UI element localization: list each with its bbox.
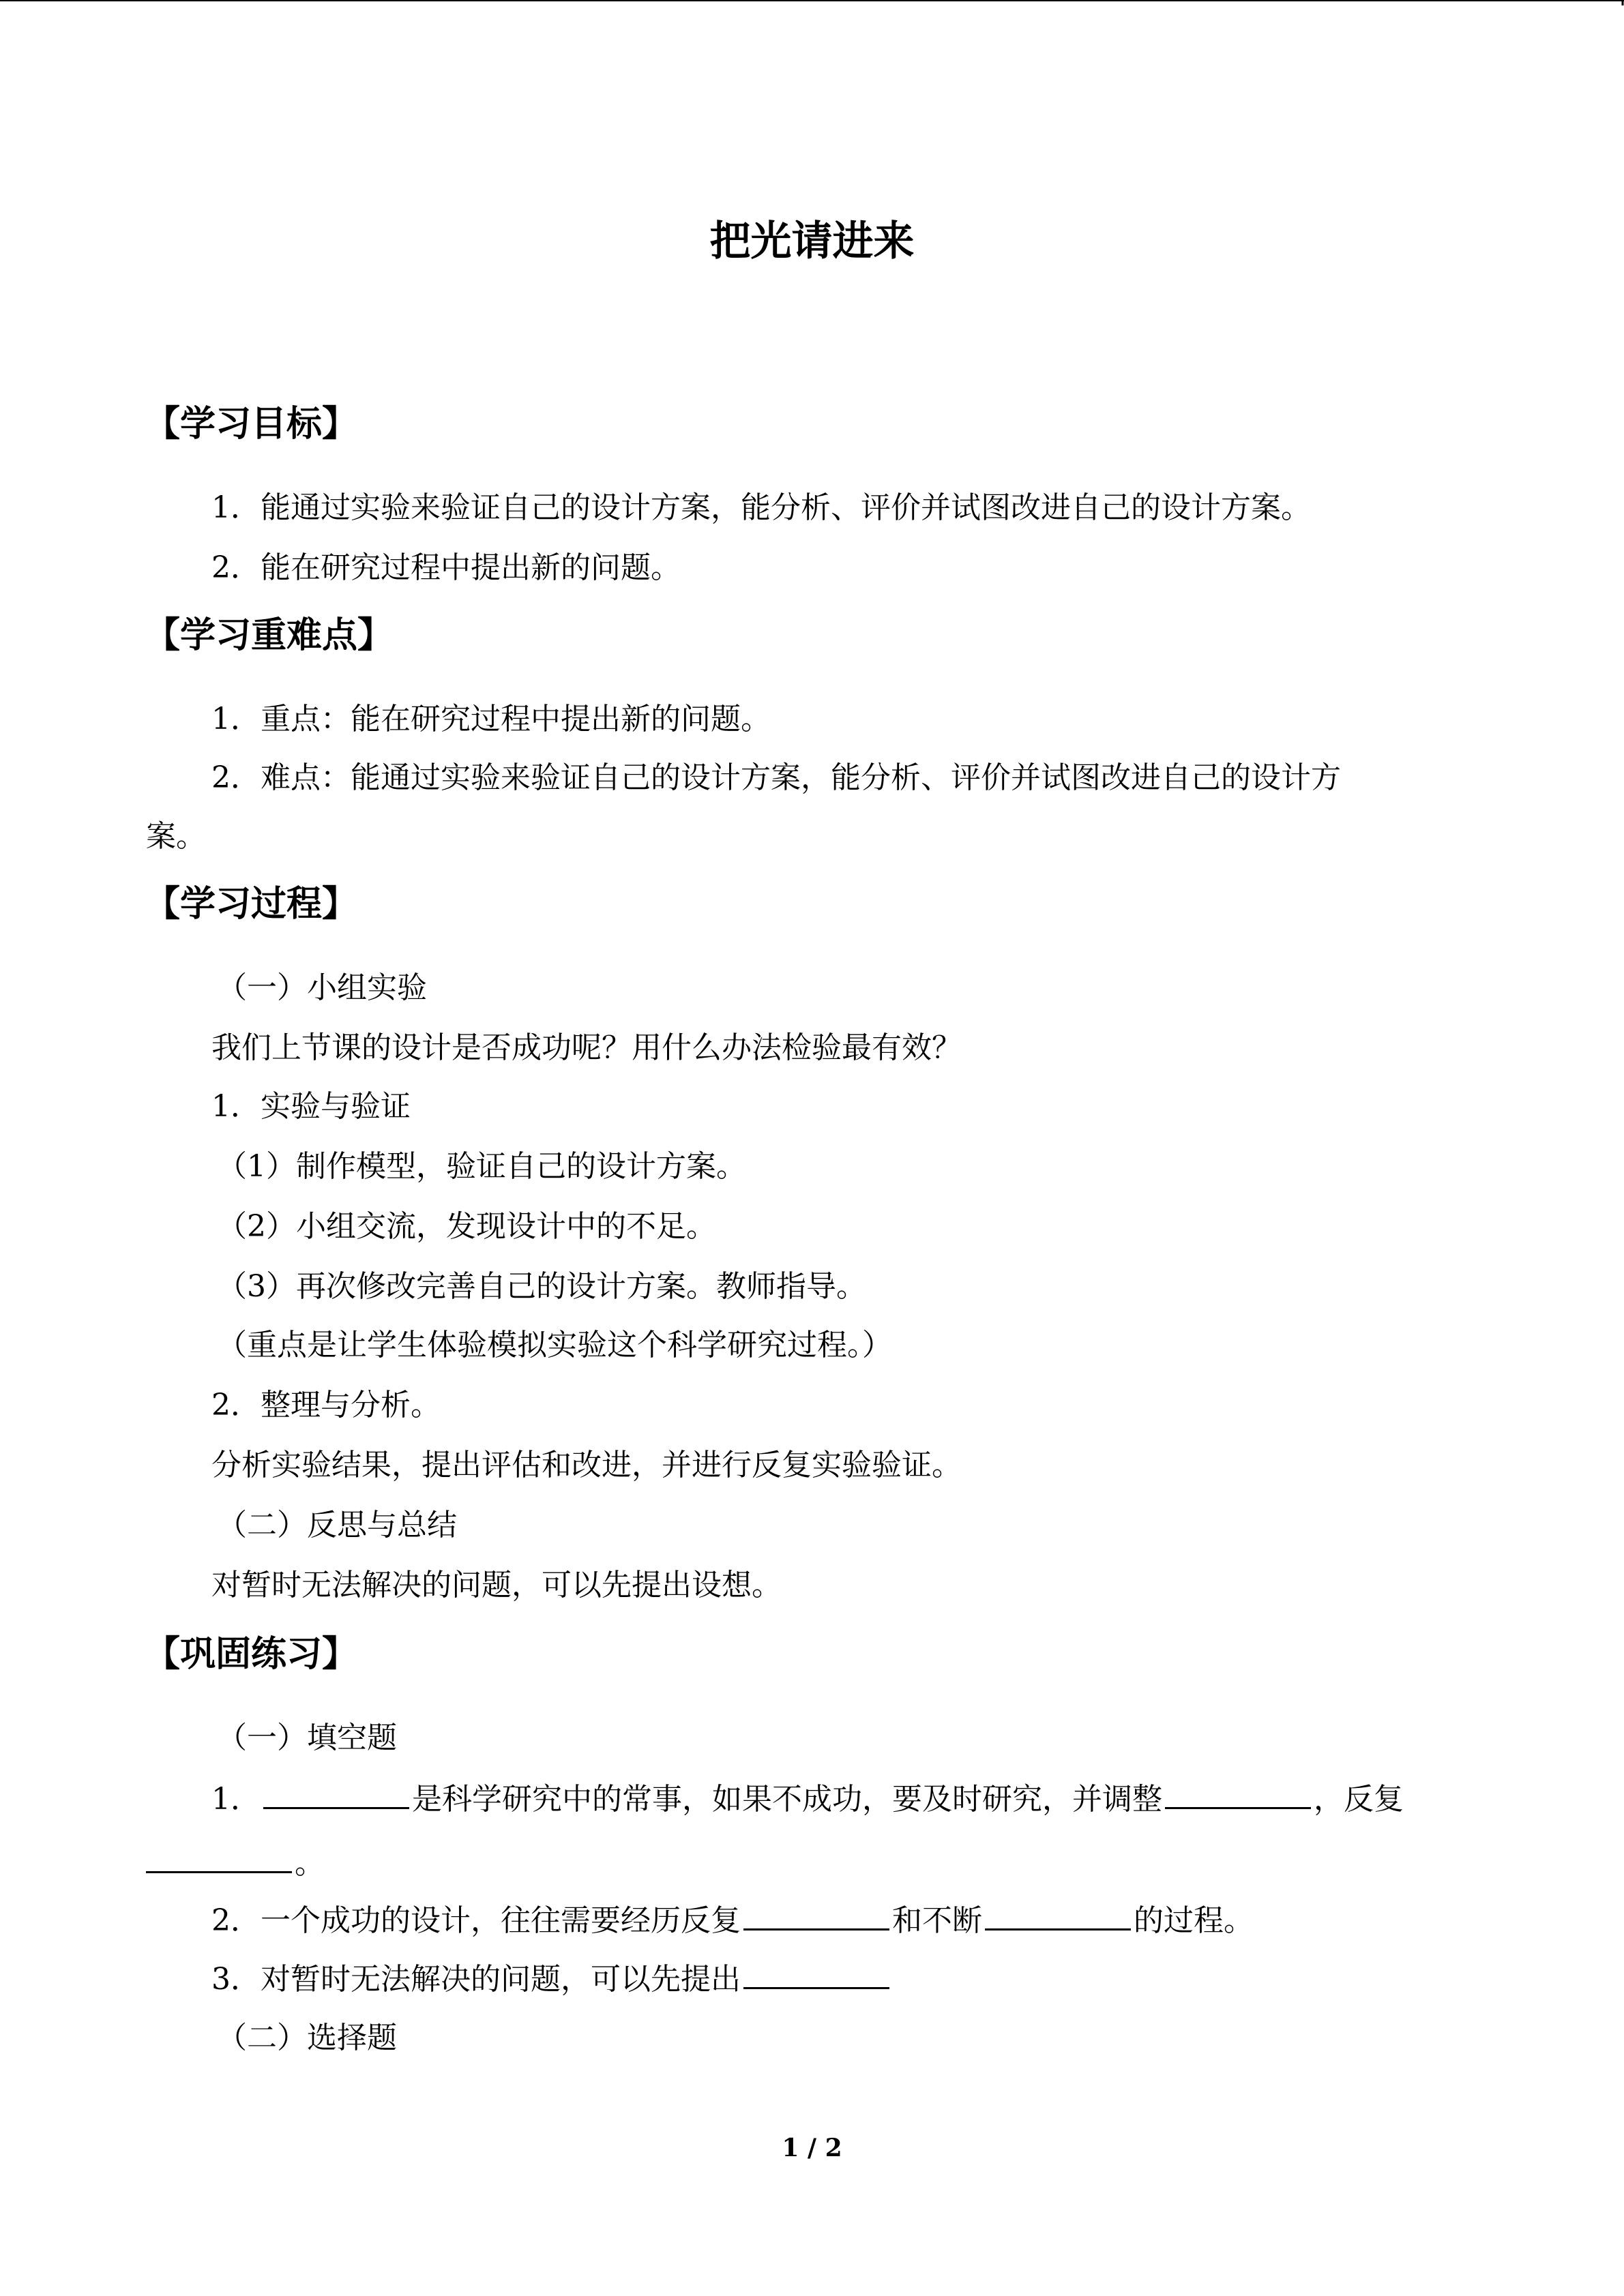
process-line: （1）制作模型，验证自己的设计方案。	[217, 1149, 746, 1184]
question-1-continued	[146, 1843, 325, 1885]
question-1-number: 1．	[211, 1782, 261, 1817]
process-line: 1．实验与验证	[211, 1089, 411, 1124]
goal-item: 2．能在研究过程中提出新的问题。	[211, 550, 681, 585]
question-2-text-end: 的过程。	[1134, 1903, 1254, 1938]
goal-item: 1．能通过实验来验证自己的设计方案，能分析、评价并试图改进自己的设计方案。	[211, 490, 1311, 525]
process-line: 对暂时无法解决的问题，可以先提出设想。	[211, 1568, 782, 1602]
answer-blank[interactable]	[1165, 1778, 1311, 1809]
question-1-period: 。	[295, 1846, 325, 1881]
question-2	[211, 1900, 1254, 1942]
process-subheading: （二）反思与总结	[217, 1508, 457, 1542]
answer-blank[interactable]	[743, 1900, 889, 1930]
question-1-text-end: ，反复	[1314, 1782, 1404, 1817]
question-3-text: 3．对暂时无法解决的问题，可以先提出	[211, 1962, 741, 1997]
heading-learning-goals: 【学习目标】	[145, 404, 358, 445]
page-number: 1 / 2	[782, 2134, 842, 2162]
process-line: 我们上节课的设计是否成功呢？用什么办法检验最有效？	[211, 1030, 962, 1065]
heading-learning-process: 【学习过程】	[145, 884, 358, 925]
question-2-text: 2．一个成功的设计，往往需要经历反复	[211, 1903, 741, 1938]
process-line: 2．整理与分析。	[211, 1388, 441, 1422]
process-line: （重点是让学生体验模拟实验这个科学研究过程。）	[217, 1328, 892, 1362]
choice-heading: （二）选择题	[217, 2021, 397, 2055]
question-1	[211, 1778, 1404, 1821]
heading-key-points: 【学习重难点】	[145, 615, 394, 656]
key-item: 2．难点：能通过实验来验证自己的设计方案，能分析、评价并试图改进自己的设计方	[211, 760, 1341, 795]
process-subheading: （一）小组实验	[217, 970, 427, 1005]
key-item: 1．重点：能在研究过程中提出新的问题。	[211, 702, 771, 736]
page-title: 把光请进来	[709, 218, 915, 265]
process-line: （3）再次修改完善自己的设计方案。教师指导。	[217, 1269, 866, 1304]
answer-blank[interactable]	[263, 1778, 409, 1809]
question-1-text: 是科学研究中的常事，如果不成功，要及时研究，并调整	[412, 1782, 1162, 1817]
question-3	[211, 1958, 892, 2001]
key-item-continued: 案。	[146, 819, 206, 854]
process-line: 分析实验结果，提出评估和改进，并进行反复实验验证。	[211, 1448, 962, 1482]
process-line: （2）小组交流，发现设计中的不足。	[217, 1209, 716, 1244]
answer-blank[interactable]	[985, 1900, 1131, 1930]
answer-blank[interactable]	[146, 1843, 292, 1873]
heading-practice: 【巩固练习】	[145, 1634, 358, 1675]
fill-blank-heading: （一）填空题	[217, 1720, 397, 1755]
answer-blank[interactable]	[743, 1958, 889, 1989]
question-2-text-mid: 和不断	[892, 1903, 982, 1938]
